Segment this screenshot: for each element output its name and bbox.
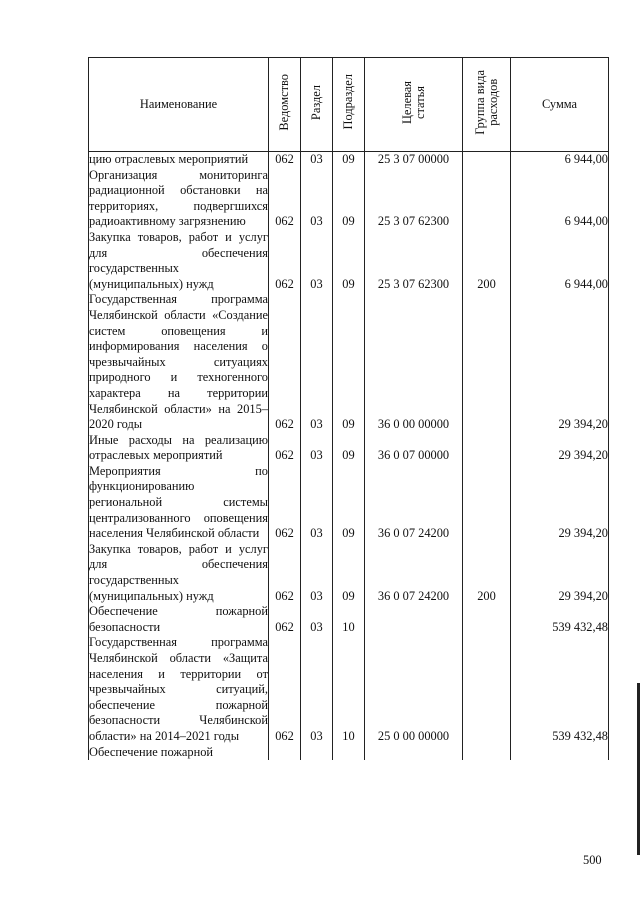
cell-target: 25 3 07 62300 xyxy=(365,230,463,292)
table-row xyxy=(89,168,609,230)
header-subsection: Подраздел xyxy=(333,58,365,152)
cell-target xyxy=(365,745,463,761)
cell-section: 03 xyxy=(301,635,333,744)
cell-sum: 29 394,20 xyxy=(511,292,609,432)
cell-target: 36 0 07 24200 xyxy=(365,464,463,542)
table-row xyxy=(89,464,609,542)
cell-target: 25 0 00 00000 xyxy=(365,635,463,744)
table-row xyxy=(89,542,609,604)
table-row xyxy=(89,230,609,292)
cell-subsection: 09 xyxy=(333,230,365,292)
cell-dept: 062 xyxy=(269,542,301,604)
table-row xyxy=(89,433,609,464)
cell-subsection: 09 xyxy=(333,542,365,604)
cell-name: Закупка товаров, работ и услуг для обеспечения государственных (муниципальных) нужд xyxy=(89,229,268,291)
header-section: Раздел xyxy=(301,58,333,152)
cell-group xyxy=(463,635,511,744)
cell-name: Обеспечение пожарной безопасности xyxy=(89,604,268,634)
page-number: 500 xyxy=(583,853,602,867)
table-row xyxy=(89,635,609,744)
cell-group: 200 xyxy=(463,542,511,604)
cell-sum: 6 944,00 xyxy=(511,230,609,292)
cell-sum: 539 432,48 xyxy=(511,635,609,744)
cell-dept: 062 xyxy=(269,292,301,432)
cell-name: Организация мониторинга радиационной обстановки на территориях, подвергшихся радиоактивному загрязнению xyxy=(89,167,268,229)
cell-subsection: 10 xyxy=(333,635,365,744)
cell-subsection xyxy=(333,745,365,761)
cell-name: Иные расходы на реализацию отраслевых мероприятий xyxy=(89,432,268,463)
cell-group xyxy=(463,464,511,542)
cell-section: 03 xyxy=(301,542,333,604)
cell-subsection: 09 xyxy=(333,168,365,230)
cell-dept: 062 xyxy=(269,604,301,635)
cell-section: 03 xyxy=(301,433,333,464)
cell-group xyxy=(463,292,511,432)
table-row xyxy=(89,604,609,635)
cell-sum: 29 394,20 xyxy=(511,464,609,542)
cell-dept: 062 xyxy=(269,464,301,542)
cell-group xyxy=(463,745,511,761)
cell-section: 03 xyxy=(301,604,333,635)
cell-section: 03 xyxy=(301,152,333,168)
cell-sum: 29 394,20 xyxy=(511,433,609,464)
cell-name: цию отраслевых мероприятий xyxy=(89,152,269,168)
cell-sum: 539 432,48 xyxy=(511,604,609,635)
cell-dept xyxy=(269,745,301,761)
cell-dept: 062 xyxy=(269,152,301,168)
cell-group xyxy=(463,433,511,464)
header-dept: Ведомство xyxy=(269,58,301,152)
table-header-row xyxy=(89,58,609,152)
cell-target: 25 3 07 62300 xyxy=(365,168,463,230)
cell-name: Государственная программа Челябинской области «Защита населения и территории от чрезвычайных ситуаций, обеспечение пожарной безопасности Челябинской области» на 2014–2021 годы xyxy=(89,635,268,743)
table-row xyxy=(89,292,609,432)
cell-section: 03 xyxy=(301,230,333,292)
cell-target: 36 0 00 00000 xyxy=(365,292,463,432)
header-target: Целевая статья xyxy=(365,58,463,152)
table-row xyxy=(89,745,609,761)
cell-section: 03 xyxy=(301,168,333,230)
cell-name: Мероприятия по функционированию региональной системы централизованного оповещения населения Челябинской области xyxy=(89,463,268,541)
table-row xyxy=(89,152,609,168)
cell-subsection: 10 xyxy=(333,604,365,635)
cell-section: 03 xyxy=(301,464,333,542)
header-sum: Сумма xyxy=(511,58,609,152)
cell-target: 25 3 07 00000 xyxy=(365,152,463,168)
header-group: Группа вида расходов xyxy=(463,58,511,152)
cell-subsection: 09 xyxy=(333,433,365,464)
cell-subsection: 09 xyxy=(333,464,365,542)
cell-group xyxy=(463,168,511,230)
cell-subsection: 09 xyxy=(333,152,365,168)
cell-dept: 062 xyxy=(269,230,301,292)
cell-target: 36 0 07 24200 xyxy=(365,542,463,604)
cell-name: Закупка товаров, работ и услуг для обеспечения государственных (муниципальных) нужд xyxy=(89,541,268,603)
header-name: Наименование xyxy=(89,58,269,152)
cell-section: 03 xyxy=(301,292,333,432)
cell-section xyxy=(301,745,333,761)
table-body xyxy=(89,152,609,761)
cell-sum: 29 394,20 xyxy=(511,542,609,604)
cell-sum: 6 944,00 xyxy=(511,152,609,168)
cell-subsection: 09 xyxy=(333,292,365,432)
cell-name: Государственная программа Челябинской области «Создание систем оповещения и информирования населения о чрезвычайных ситуациях природного и техногенного характера на территории Челябинской области» на 2015–2020 годы xyxy=(89,292,268,432)
cell-group xyxy=(463,152,511,168)
cell-group: 200 xyxy=(463,230,511,292)
cell-name: Обеспечение пожарной xyxy=(89,745,269,761)
cell-group xyxy=(463,604,511,635)
cell-dept: 062 xyxy=(269,168,301,230)
budget-table xyxy=(88,57,609,760)
cell-dept: 062 xyxy=(269,635,301,744)
cell-sum: 6 944,00 xyxy=(511,168,609,230)
cell-target: 36 0 07 00000 xyxy=(365,433,463,464)
cell-sum xyxy=(511,745,609,761)
cell-target xyxy=(365,604,463,635)
cell-dept: 062 xyxy=(269,433,301,464)
